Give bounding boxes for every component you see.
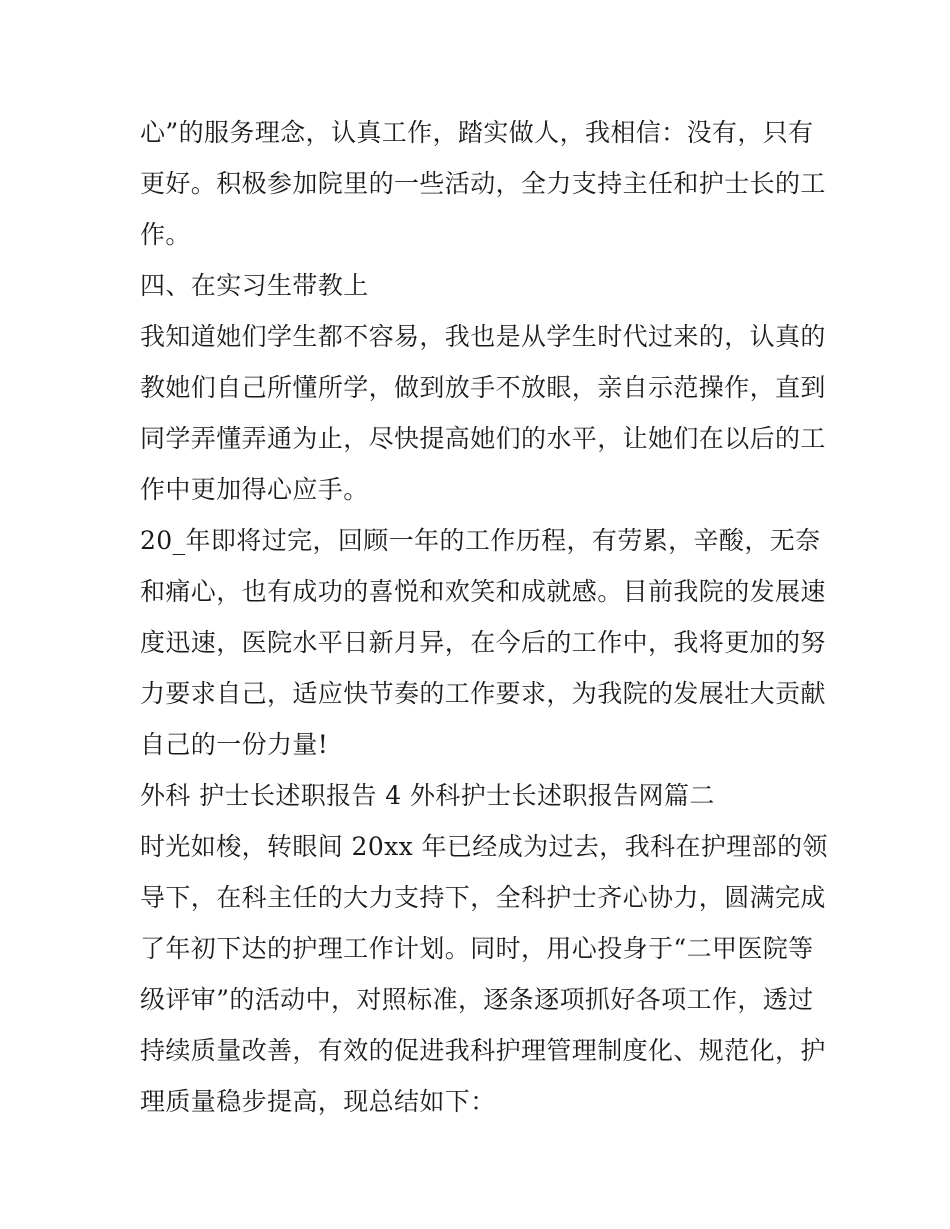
text-line: 时光如梭，转眼间 20xx 年已经成为过去，我科在护理部的领 bbox=[140, 832, 828, 861]
text-line: 了年初下达的护理工作计划。同时，用心投身于“二甲医院等 bbox=[140, 934, 814, 963]
text-line: 级评审”的活动中，对照标准，逐条逐项抓好各项工作，透过 bbox=[140, 985, 814, 1014]
text-line: 心”的服务理念，认真工作，踏实做人，我相信：没有，只有 bbox=[140, 118, 814, 147]
text-line: 和痛心，也有成功的喜悦和欢笑和成就感。目前我院的发展速 bbox=[140, 577, 826, 606]
text-line: 作中更加得心应手。 bbox=[140, 475, 369, 504]
article-title: 外科 护士长述职报告 4 外科护士长述职报告网篇二 bbox=[140, 781, 715, 810]
text-line: 自己的一份力量! bbox=[140, 730, 329, 759]
text-line: 更好。积极参加院里的一些活动，全力支持主任和护士长的工 bbox=[140, 169, 826, 198]
document-body bbox=[140, 107, 828, 1127]
text-line: 持续质量改善，有效的促进我科护理管理制度化、规范化，护 bbox=[140, 1036, 826, 1065]
text-line: 导下，在科主任的大力支持下，全科护士齐心协力，圆满完成 bbox=[140, 883, 826, 912]
text-line: 力要求自己，适应快节奏的工作要求，为我院的发展壮大贡献 bbox=[140, 679, 826, 708]
text-line: 教她们自己所懂所学，做到放手不放眼，亲自示范操作，直到 bbox=[140, 373, 826, 402]
text-line: 度迅速，医院水平日新月异，在今后的工作中，我将更加的努 bbox=[140, 628, 826, 657]
text-line: 理质量稳步提高，现总结如下： bbox=[140, 1087, 496, 1116]
section-heading: 四、在实习生带教上 bbox=[140, 271, 369, 300]
text-line: 作。 bbox=[140, 220, 191, 249]
text-line: 同学弄懂弄通为止，尽快提高她们的水平，让她们在以后的工 bbox=[140, 424, 826, 453]
text-line: 20_年即将过完，回顾一年的工作历程，有劳累，辛酸，无奈 bbox=[140, 526, 821, 555]
text-line: 我知道她们学生都不容易，我也是从学生时代过来的，认真的 bbox=[140, 322, 826, 351]
